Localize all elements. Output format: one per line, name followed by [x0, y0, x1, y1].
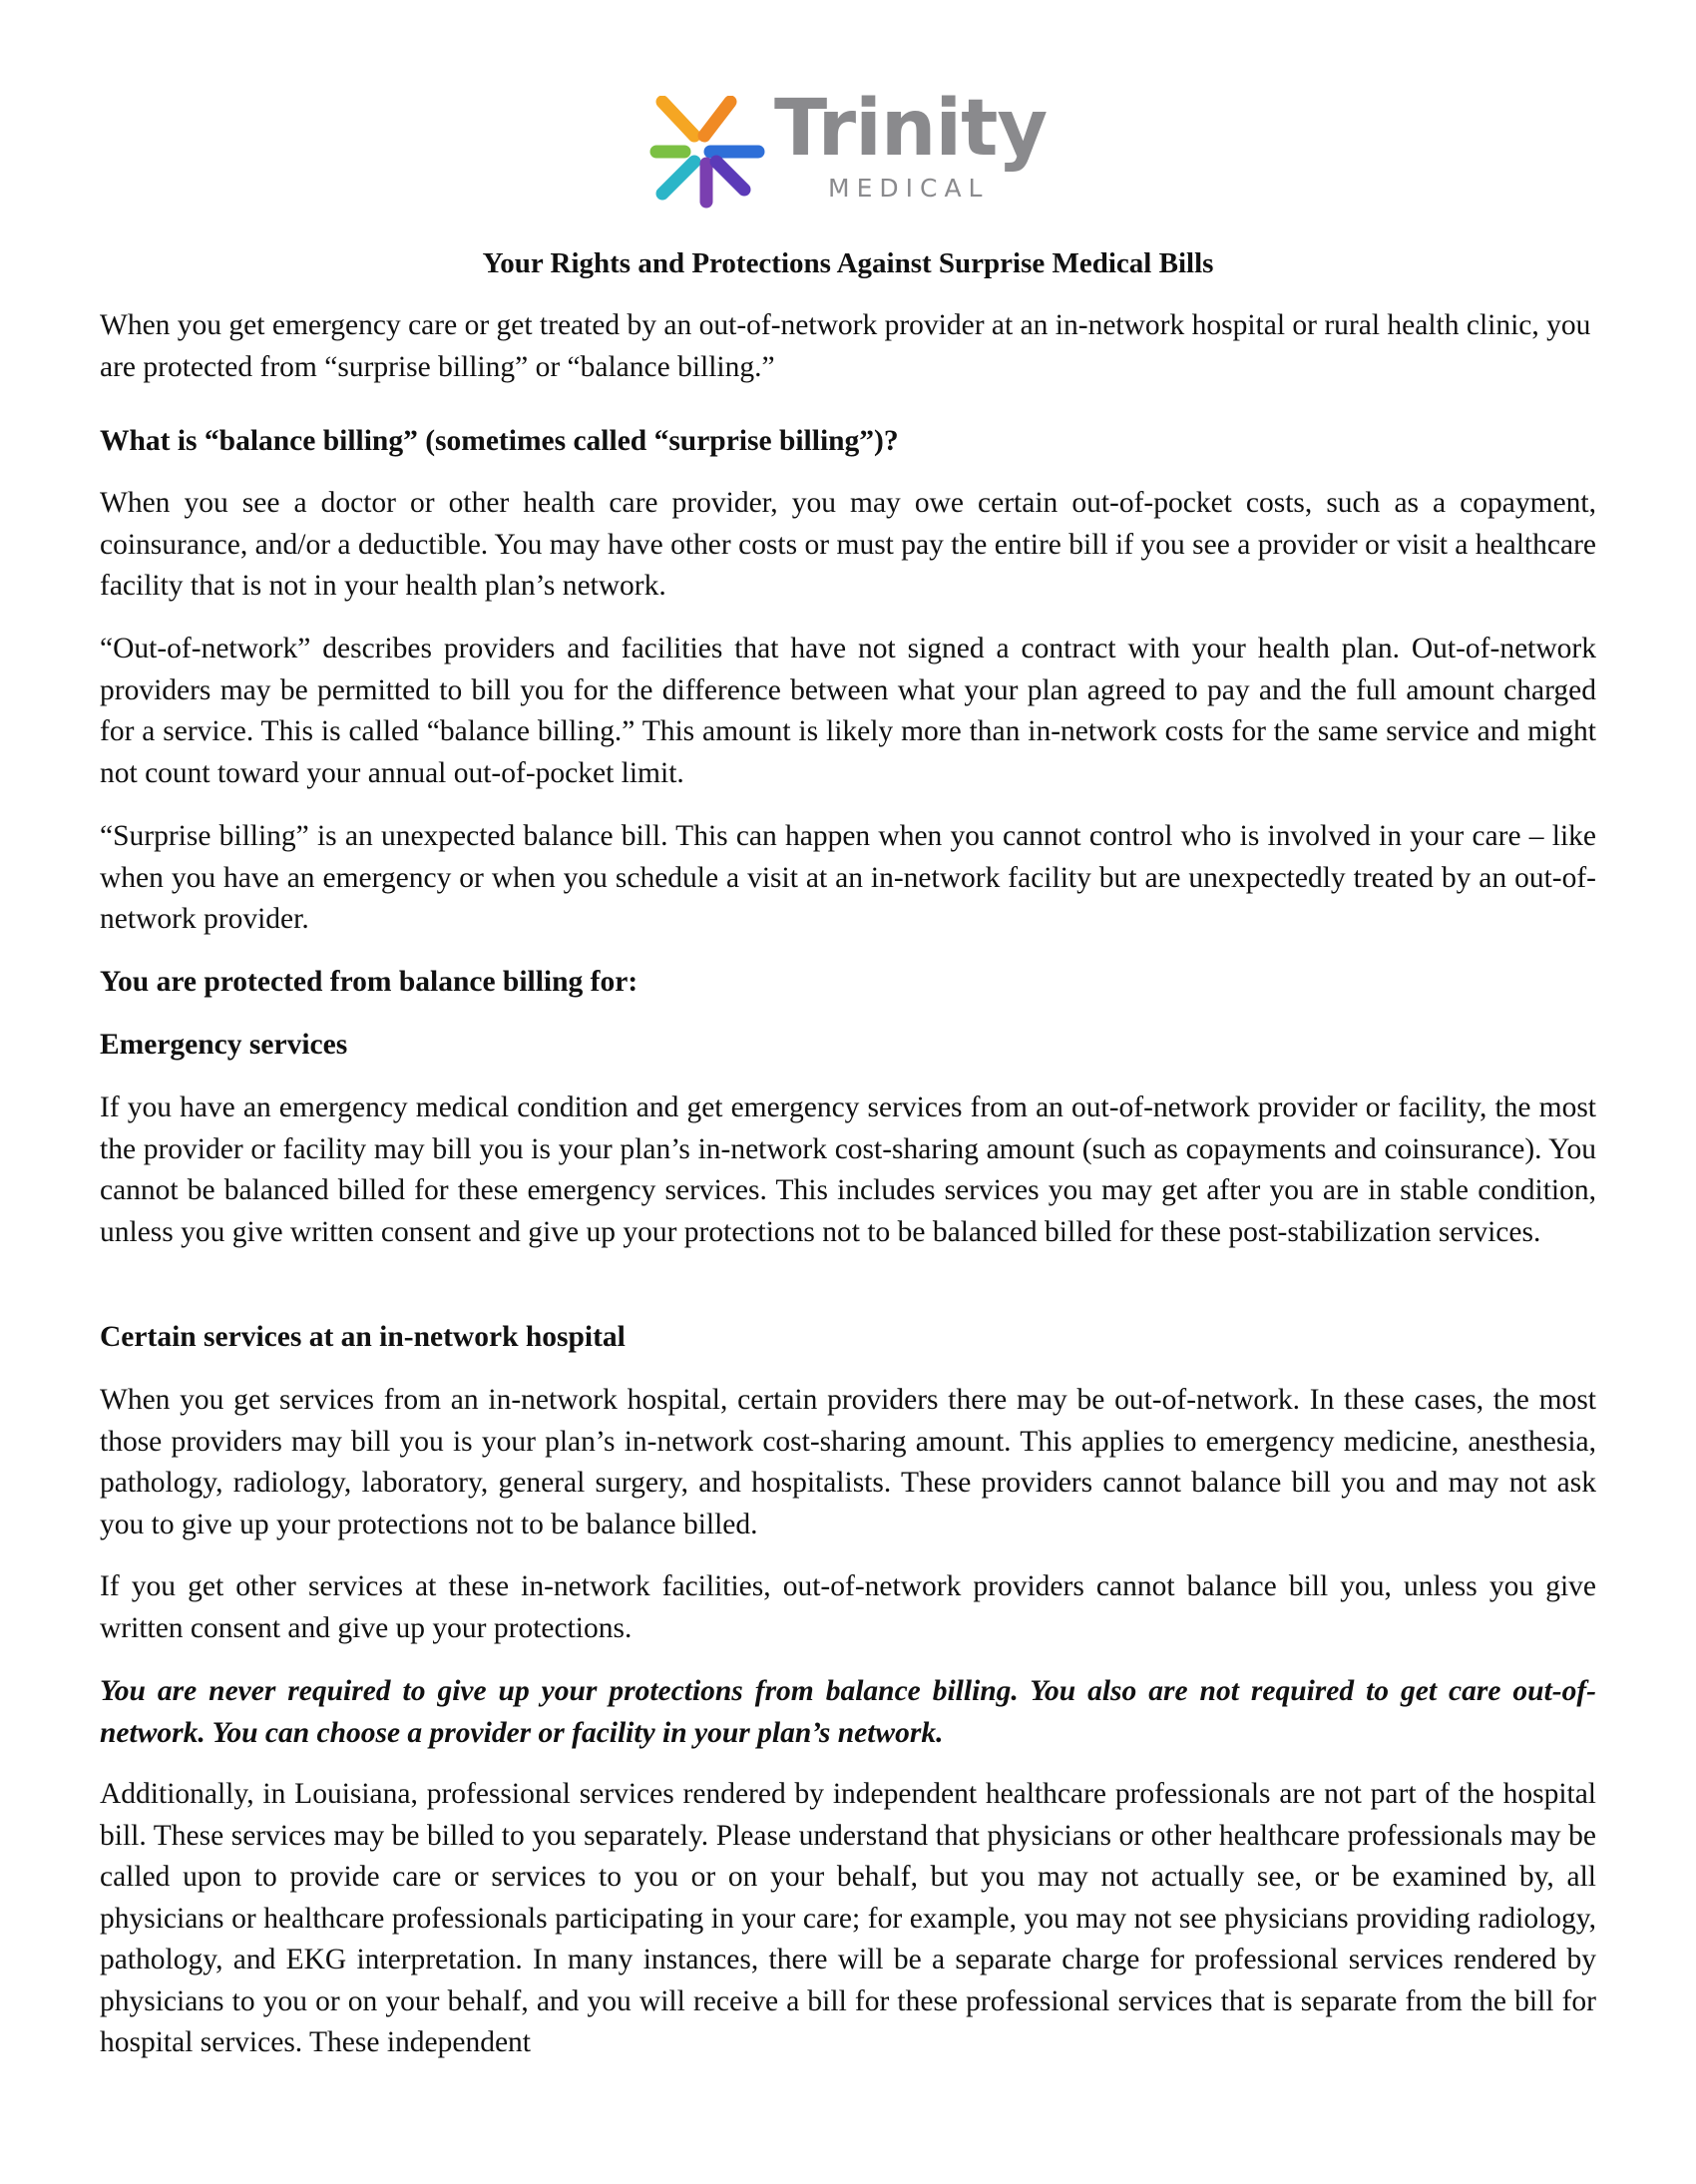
heading-protected: You are protected from balance billing for: — [100, 966, 638, 998]
logo-wordmark: Trinity — [774, 84, 1048, 174]
heading-emergency-services: Emergency services — [100, 1029, 348, 1061]
logo-subline: MEDICAL — [828, 174, 990, 203]
trinity-medical-logo — [648, 84, 1058, 211]
paragraph-other-services: If you get other services at these in-network facilities, out-of-network providers cannot balance bill you, unless you give written consent and give up your protections. — [100, 1570, 1596, 1644]
paragraph-louisiana: Additionally, in Louisiana, professional services rendered by independent healthcare professionals are not part of the hospital bill. These services may be billed to you separately. Please understand that physicians or other healthcare professionals may be called upon to provide care or services to you or on your behalf, but you may not actually see, or be examined by, all physicians or healthcare professionals participating in your care; for example, you may not see physicians providing radiology, pathology, and EKG interpretation. In many instances, there will be a separate charge for professional services rendered by physicians to you or on your behalf, and you will receive a bill for these professional services that is separate from the bill for hospital services. These independent — [100, 1778, 1596, 2058]
paragraph-in-network-hospital: When you get services from an in-network hospital, certain providers there may be out-of-network. In these cases, the most those providers may bill you is your plan’s in-network cost-sharing amount. This applies to emergency medicine, anesthesia, pathology, radiology, laboratory, general surgery, and hospitalists. These providers cannot balance bill you and may not ask you to give up your protections not to be balance billed. — [100, 1384, 1596, 1540]
paragraph-never-required: You are never required to give up your protections from balance billing. You also are not required to get care out-of-network. You can choose a provider or facility in your plan’s network. — [100, 1675, 1596, 1749]
heading-in-network-hospital: Certain services at an in-network hospital — [100, 1321, 626, 1353]
paragraph-out-of-network: “Out-of-network” describes providers and facilities that have not signed a contract with your health plan. Out-of-network providers may be permitted to bill you for the difference between what your plan agreed to pay and the full amount charged for a service. This is called “balance billing.” This amount is likely more than in-network costs for the same service and might not count toward your annual out-of-pocket limit. — [100, 633, 1596, 789]
paragraph-emergency-services: If you have an emergency medical condition and get emergency services from an out-of-network provider or facility, the most the provider or facility may bill you is your plan’s in-network cost-sharing amount (such as copayments and coinsurance). You cannot be balanced billed for these emergency services. This includes services you may get after you are in stable condition, unless you give written consent and give up your protections not to be balanced billed for these post-stabilization services. — [100, 1092, 1596, 1248]
paragraph-surprise-billing: “Surprise billing” is an unexpected balance bill. This can happen when you cannot control who is involved in your care – like when you have an emergency or when you schedule a visit at an in-network facility but are unexpectedly treated by an out-of-network provider. — [100, 820, 1596, 935]
logo-mark-icon — [648, 96, 768, 211]
intro-paragraph: When you get emergency care or get treated by an out-of-network provider at an in-network hospital or rural health clinic, you are protected from “surprise billing” or “balance billing.” — [100, 309, 1591, 383]
page-title: Your Rights and Protections Against Surprise Medical Bills — [482, 247, 1214, 279]
paragraph-costs: When you see a doctor or other health care provider, you may owe certain out-of-pocket costs, such as a copayment, coinsurance, and/or a deductible. You may have other costs or must pay the entire bill if you see a provider or visit a healthcare facility that is not in your health plan’s network. — [100, 487, 1596, 602]
heading-balance-billing: What is “balance billing” (sometimes called “surprise billing”)? — [100, 425, 899, 457]
